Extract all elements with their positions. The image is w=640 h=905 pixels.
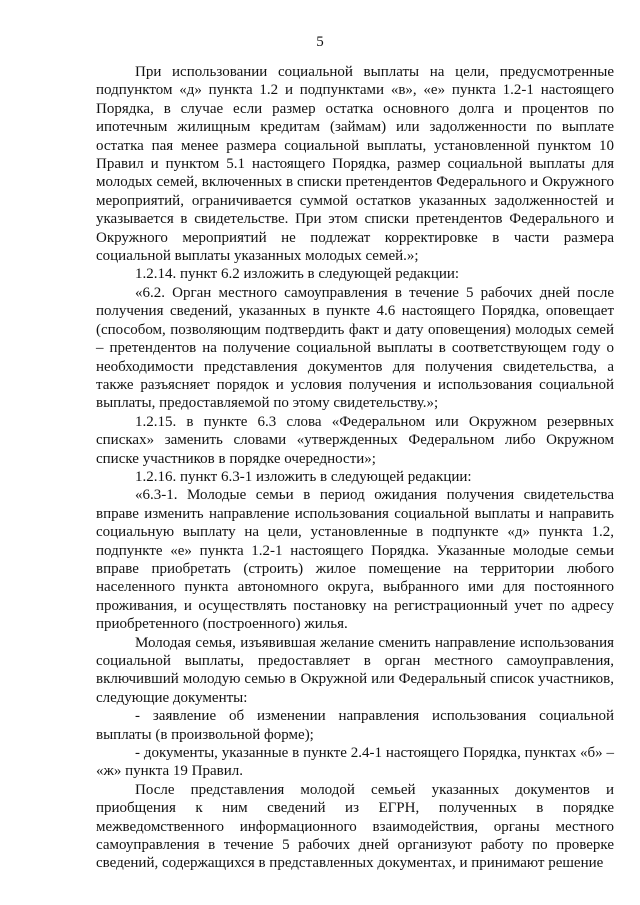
list-item-documents: - документы, указанные в пункте 2.4-1 настоящего Порядка, пунктах «б» – «ж» пункта 19 Правил. xyxy=(96,745,614,780)
paragraph-6-2: «6.2. Орган местного самоуправления в течение 5 рабочих дней после получения сведений, указанных в пункте 4.6 настоящего Порядка, оповещает (способом, позволяющим подтвердить факт и дату оповещения) молодых семей – претендентов на получение социальной выплаты в соответствующем году о необходимости представления документов для получения свидетельства, а также разъясняет порядок и условия получения и использования социальной выплаты, предоставляемой по этому свидетельству.»; xyxy=(96,284,614,412)
paragraph-1-2-16: 1.2.16. пункт 6.3-1 изложить в следующей редакции: xyxy=(135,468,472,485)
page-number: 5 xyxy=(316,34,324,50)
paragraph-subsidy-limit: При использовании социальной выплаты на цели, предусмотренные подпунктом «д» пункта 1.2 и подпунктами «в», «е» пункта 1.2-1 настоящего Порядка, в случае если размер остатка основного долга и процентов по ипотечным жилищным кредитам (займам) или задолженности по выплате остатка пая менее размера социальной выплаты, установленной пунктом 10 Правил и пунктом 5.1 настоящего Порядка, размер социальной выплаты для молодых семей, включенных в списки претендентов Федерального и Окружного мероприятий, ограничивается суммой остатков указанных задолженностей и указывается в свидетельстве. При этом списки претендентов Федерального и Окружного мероприятий не подлежат корректировке в части размера социальной выплаты указанных молодых семей.»; xyxy=(96,64,614,265)
paragraph-family-documents: Молодая семья, изъявившая желание сменить направление использования социальной выплаты, предоставляет в орган местного самоуправления, включивший молодую семью в Окружной или Федеральный список участников, следующие документы: xyxy=(96,634,614,706)
document-body xyxy=(96,63,614,873)
paragraph-1-2-14: 1.2.14. пункт 6.2 изложить в следующей редакции: xyxy=(135,266,460,283)
paragraph-1-2-15: 1.2.15. в пункте 6.3 слова «Федеральном или Окружном резервных списках» заменить словами «утвержденных Федеральном либо Окружном списке участников в порядке очередности»; xyxy=(96,413,614,467)
paragraph-6-3-1: «6.3-1. Молодые семьи в период ожидания получения свидетельства вправе изменить направление использования социальной выплаты и направить социальную выплату на цели, установленные в подпункте «д» пункта 1.2, подпункте «е» пункта 1.2-1 настоящего Порядка. Указанные молодые семьи вправе приобретать (строить) жилое помещение на территории любого населенного пункта автономного округа, выбранного ими для постоянного проживания, и осуществлять постановку на регистрационный учет по адресу приобретенного (построенного) жилья. xyxy=(96,487,614,633)
list-item-application: - заявление об изменении направления использования социальной выплаты (в произвольной форме); xyxy=(96,708,614,743)
paragraph-verification: После представления молодой семьей указанных документов и приобщения к ним сведений из ЕГРН, полученных в порядке межведомственного информационного взаимодействия, органы местного самоуправления в течение 5 рабочих дней организуют работу по проверке сведений, содержащихся в представленных документах, и принимают решение xyxy=(96,781,614,872)
